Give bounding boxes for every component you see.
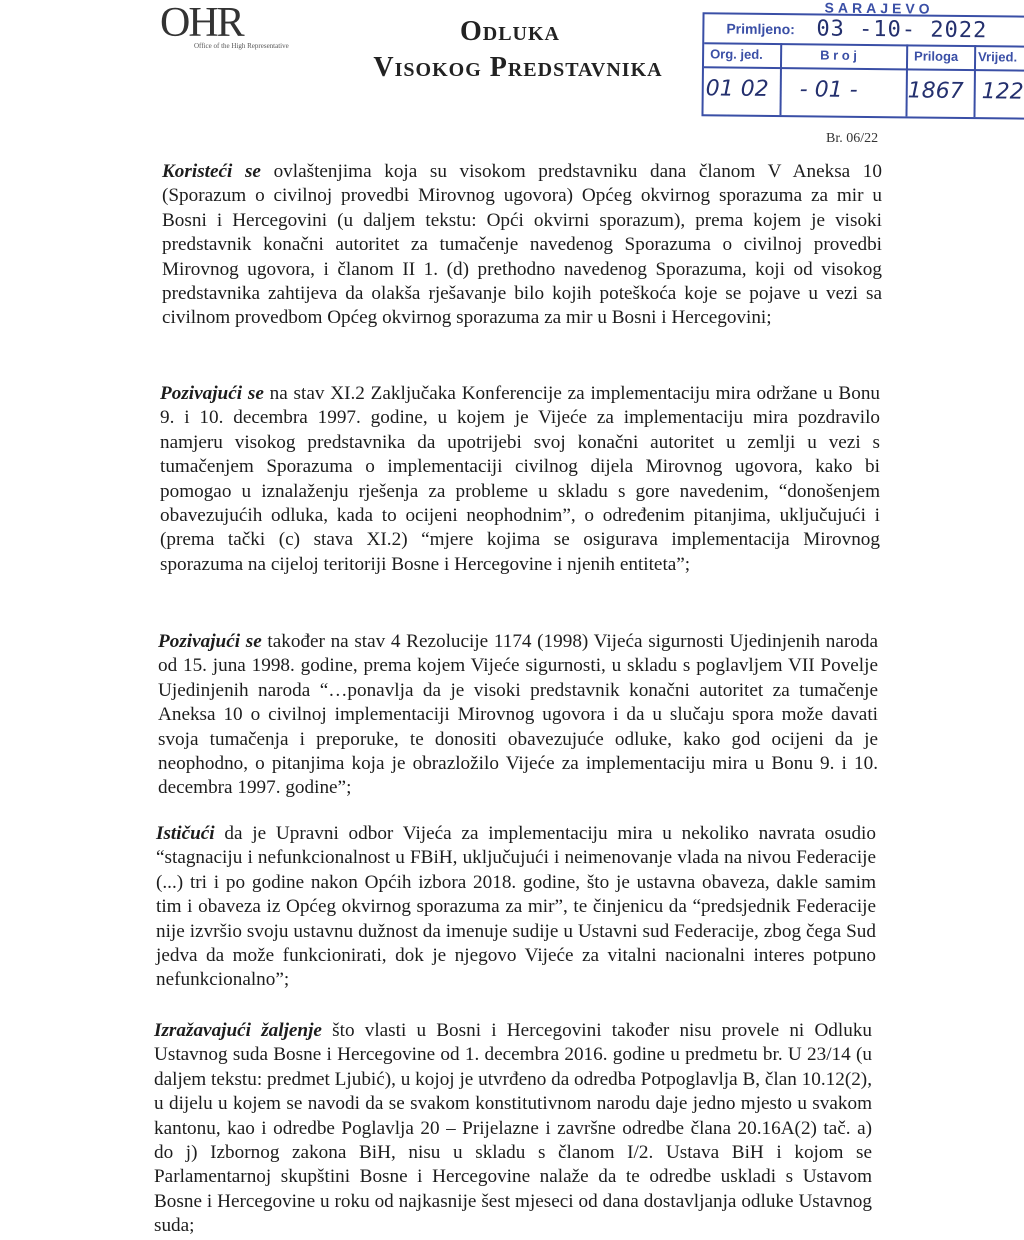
stamp-value-broj: - 01 -: [799, 77, 858, 103]
stamp-header-priloga: Priloga: [914, 48, 959, 64]
paragraph-5-lead: Izražavajući žaljenje: [154, 1020, 322, 1041]
received-stamp: [701, 0, 1024, 119]
stamp-header-broj: B r o j: [820, 47, 858, 63]
stamp-value-org: 01 02: [705, 76, 769, 102]
paragraph-2-lead: Pozivajući se: [160, 383, 264, 404]
paragraph-2: [160, 382, 880, 577]
stamp-value-priloga: 1867: [907, 78, 964, 104]
paragraph-3: [158, 630, 878, 801]
stamp-header-org: Org. jed.: [710, 46, 763, 62]
stamp-city: SARAJEVO: [824, 0, 934, 17]
paragraph-5-text: što vlasti u Bosni i Hercegovini također nisu provele ni Odluku Ustavnog suda Bosne i Hercegovine od 1. decembra 2016. godine u predmetu br. U 23/14 (u daljem tekstu: predmet Ljubić), u kojoj je utvrđeno da odredba Potpoglavlja B, član 10.12(2), u dijelu u kojem se navodi da se svakom konstitutivnom narodu daje jedno mjesto u svakom kantonu, kao i odredbe Poglavlja 20 – Prijelazne i završne odredbe člana 20.16A(2) tač. a) do j) Izbornog zakona BiH, nisu u skladu s članom I/2. Ustava BiH i kojom se Parlamentarnoj skupštini Bosne i Hercegovine nalaže da te odredbe uskladi s Ustavom Bosne i Hercegovine u roku od najkasnije šest mjeseci od dana dostavljanja odluke Ustavnog suda;: [154, 1020, 873, 1237]
paragraph-1: [162, 160, 882, 331]
document-title: [330, 14, 690, 86]
stamp-value-vrijed: 122: [981, 79, 1024, 105]
decision-reference-number: Br. 06/22: [826, 131, 879, 146]
paragraph-5: [154, 1019, 872, 1239]
paragraph-3-lead: Pozivajući se: [158, 631, 262, 652]
stamp-received-date: 03 -10- 2022: [816, 16, 988, 44]
title-line-2: Visokog Predstavnika: [373, 52, 663, 83]
logo-mark: OHR: [160, 0, 243, 46]
title-line-1: Odluka: [459, 16, 560, 47]
paragraph-1-lead: Koristeći se: [162, 161, 261, 182]
paragraph-1-text: ovlaštenjima koja su visokom predstavniku dana članom V Aneksa 10 (Sporazum o civilnoj provedbi Mirovnog ugovora) Općeg okvirnog sporazuma za mir u Bosni i Hercegovini (u daljem tekstu: Opći okvirni sporazum), prema kojem je visoki predstavnik konačni autoritet za tumačenje navedenog Sporazuma o civilnoj provedbi Mirovnog ugovora, i članom II 1. (d) prethodno navedenog Sporazuma, koji od visokog predstavnika zahtijeva da olakša rješavanje bilo kojih poteškoća koje se pojave u vezi sa civilnom provedbom Općeg okvirnog sporazuma za mir u Bosni i Hercegovini;: [162, 161, 882, 329]
paragraph-2-text: na stav XI.2 Zaključaka Konferencije za implementaciju mira održane u Bonu 9. i 10. decembra 1997. godine, u kojem je Vijeće za implementaciju mira pozdravilo namjeru visokog predstavnika da upotrijebi svoj konačni autoritet u zemlji u vezi s tumačenjem Sporazuma o implementaciji civilnog dijela Mirovnog ugovora, kako bi pomogao u iznalaženju rješenja za probleme u skladu s gore navedenim, “donošenjem obavezujućih odluka, kada to ocijeni neophodnim”, o određenim pitanjima, uključujući i (prema tački (c) stava XI.2) “mjere kojima se osigurava implementacija Mirovnog sporazuma na cijeloj teritoriji Bosne i Hercegovine i njenih entiteta”;: [160, 383, 881, 575]
paragraph-4-lead: Ističući: [156, 823, 215, 844]
ohr-logo: [160, 2, 290, 50]
stamp-header-vrijed: Vrijed.: [978, 49, 1018, 65]
paragraph-3-text: također na stav 4 Rezolucije 1174 (1998) Vijeća sigurnosti Ujedinjenih naroda od 15. juna 1998. godine, prema kojem Vijeće sigurnosti, u skladu s poglavljem VII Povelje Ujedinjenih naroda “…ponavlja da je visoki predstavnik konačni autoritet za tumačenje Aneksa 10 o civilnoj implementaciji Mirovnog ugovora i da u slučaju spora može davati svoja tumačenja i preporuke, te donositi obavezujuće odluke, kako god ocijeni da je neophodno, o pitanjima koja je obrazložilo Vijeće za implementaciju mira u Bonu 9. i 10. decembra 1997. godine”;: [158, 631, 878, 799]
logo-subtitle: Office of the High Representative: [194, 42, 289, 50]
stamp-received-label: Primljeno:: [726, 20, 795, 38]
paragraph-4: [156, 822, 876, 993]
paragraph-4-text: da je Upravni odbor Vijeća za implementaciju mira u nekoliko navrata osudio “stagnaciju i nefunkcionalnost u FBiH, uključujući i neimenovanje vlada na nivou Federacije (...) tri i po godine nakon Općih izbora 2018. godine, što je ustavna obaveza, dakle samim tim i obaveza iz Općeg okvirnog sporazuma za mir”, te činjenicu da “predsjednik Federacije nije izvršio svoju ustavnu dužnost da imenuje sudije u Ustavni sud Federacije, zbog čega Sud jedva da može funkcionirati, dok je njegovo Vijeće za vitalni nacionalni interes potpuno nefunkcionalno”;: [156, 823, 876, 991]
